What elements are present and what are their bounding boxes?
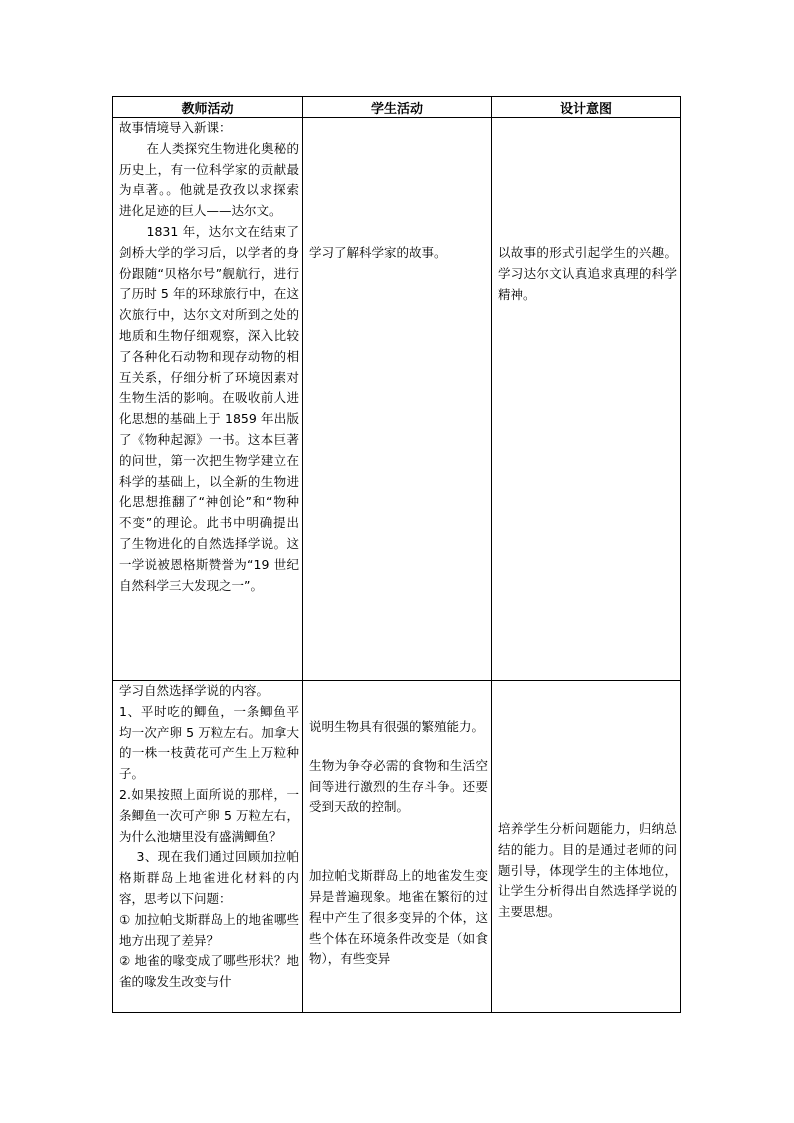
table-row — [113, 118, 681, 681]
header-student-activity: 学生活动 — [303, 97, 492, 118]
row2-teacher-para: 学习自然选择学说的内容。 — [119, 683, 270, 698]
row2-student-para: 加拉帕戈斯群岛上的地雀发生变异是普遍现象。地雀在繁衍的过程中产生了很多变异的个体，这些个体在环境条件改变是（如食物），有些变异 — [309, 868, 488, 967]
row2-student-cell — [303, 681, 492, 1013]
lesson-plan-table — [112, 96, 681, 1013]
row1-design-text: 以故事的形式引起学生的兴趣。学习达尔文认真追求真理的科学精神。 — [498, 245, 677, 302]
row1-teacher-para: 在人类探究生物进化奥秘的历史上，有一位科学家的贡献最为卓著。。他就是孜孜以求探索进化足迹的巨人——达尔文。 — [119, 140, 299, 219]
row2-teacher-para: 2.如果按照上面所说的那样，一条鲫鱼一次可产卵 5 万粒左右，为什么池塘里没有盛满鲫鱼？ — [119, 786, 299, 844]
row1-teacher-cell — [113, 118, 303, 681]
row2-student-para: 生物为争夺必需的食物和生活空间等进行激烈的生存斗争。还要受到天敌的控制。 — [309, 757, 488, 815]
row2-teacher-para: 1、平时吃的鲫鱼，一条鲫鱼平均一次产卵 5 万粒左右。加拿大的一株一枝黄花可产生上万粒种子。 — [119, 703, 299, 782]
row2-teacher-para: ① 加拉帕戈斯群岛上的地雀哪些地方出现了差异？ — [119, 911, 299, 948]
row1-student-cell — [303, 118, 492, 681]
row1-design-cell — [492, 118, 681, 681]
table-header-row — [113, 97, 681, 118]
row2-teacher-para: 3、现在我们通过回顾加拉帕格斯群岛上地雀进化材料的内容，思考以下问题： — [119, 849, 299, 906]
header-design-intent: 设计意图 — [492, 97, 681, 118]
row2-student-para: 说明生物具有很强的繁殖能力。 — [309, 719, 485, 734]
row1-teacher-para: 1831 年，达尔文在结束了剑桥大学的学习后，以学者的身份跟随“贝格尔号”舰航行，进行了历时 5 年的环球旅行中，在这次旅行中，达尔文对所到之处的地质和生物仔细观察，深入比较了各种化石动物和现存动物的相互关系，仔细分析了环境因素对生物生活的影响。在吸收前人进化思想的基础上于 1859 年出版了《物种起源》一书。这本巨著的问世，第一次把生物学建立在科学的基础上，以全新的生物进化思想推翻了“神创论”和“物种不变”的理论。此书中明确提出了生物进化的自然选择学说。这一学说被恩格斯赞誉为“19 世纪自然科学三大发现之一”。 — [119, 223, 299, 593]
row1-student-text: 学习了解科学家的故事。 — [309, 245, 447, 260]
row1-teacher-para: 故事情境导入新课： — [119, 120, 232, 135]
header-teacher-activity: 教师活动 — [113, 97, 303, 118]
row2-teacher-para: ② 地雀的喙变成了哪些形状？地雀的喙发生改变与什 — [119, 953, 299, 990]
row2-teacher-cell — [113, 681, 303, 1013]
table-row — [113, 681, 681, 1013]
row2-design-text: 培养学生分析问题能力，归纳总结的能力。目的是通过老师的问题引导，体现学生的主体地位，让学生分析得出自然选择学说的主要思想。 — [498, 821, 677, 920]
row2-design-cell — [492, 681, 681, 1013]
